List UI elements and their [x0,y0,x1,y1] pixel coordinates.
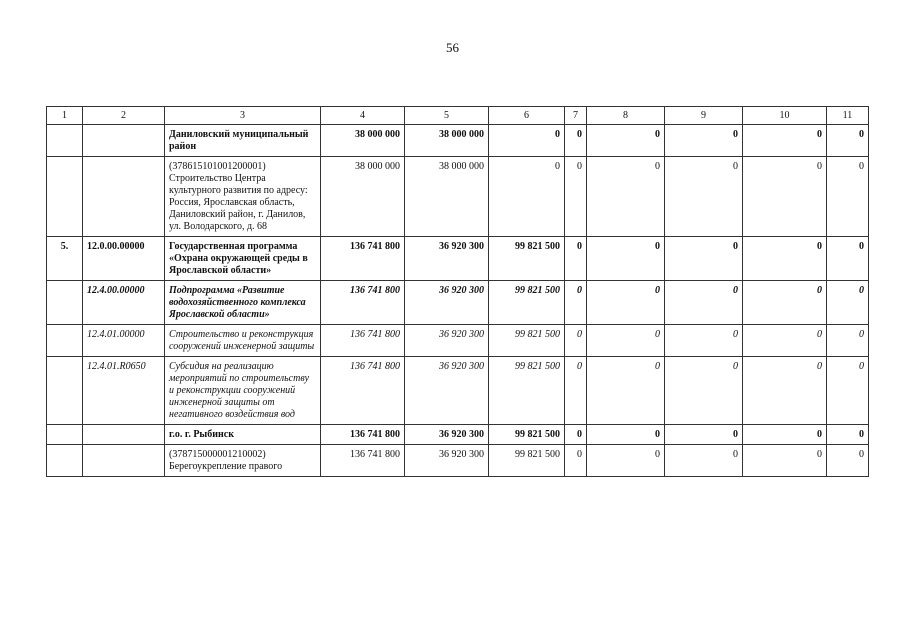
table-cell [83,445,165,477]
header-cell: 10 [743,107,827,125]
table-cell: 0 [827,157,869,237]
table-cell: 12.4.01.R0650 [83,357,165,425]
header-cell: 11 [827,107,869,125]
header-cell: 9 [665,107,743,125]
table-cell: 99 821 500 [489,325,565,357]
table-row [47,325,869,357]
table-cell: 36 920 300 [405,357,489,425]
header-cell: 1 [47,107,83,125]
table-cell: 99 821 500 [489,237,565,281]
table-row [47,281,869,325]
table-cell: 0 [565,125,587,157]
table-cell [83,157,165,237]
table-cell: 36 920 300 [405,237,489,281]
table-cell: 0 [743,325,827,357]
table-cell: 0 [489,125,565,157]
table-cell: 0 [565,325,587,357]
table-cell: 0 [827,125,869,157]
table-cell: 36 920 300 [405,325,489,357]
table-cell: 36 920 300 [405,281,489,325]
table-cell [47,325,83,357]
header-cell: 2 [83,107,165,125]
table-cell: 99 821 500 [489,425,565,445]
table-cell: 0 [587,237,665,281]
table-cell: 12.4.01.00000 [83,325,165,357]
table-cell: 38 000 000 [405,157,489,237]
table-cell: 0 [743,281,827,325]
header-cell: 8 [587,107,665,125]
header-cell: 6 [489,107,565,125]
table-cell: Строительство и реконструкция сооружений инженерной защиты [165,325,321,357]
table-cell: Подпрограмма «Развитие водохозяйственного комплекса Ярославской области» [165,281,321,325]
header-cell: 5 [405,107,489,125]
table-cell: 0 [665,237,743,281]
table-cell: 0 [665,281,743,325]
table-cell [47,281,83,325]
table-cell: 0 [587,157,665,237]
table-row [47,357,869,425]
table-row [47,425,869,445]
table-cell: 0 [665,325,743,357]
table-cell [47,157,83,237]
table-cell: 0 [827,237,869,281]
table-cell: 0 [665,125,743,157]
table-cell: 0 [665,357,743,425]
header-cell: 4 [321,107,405,125]
table-cell: 0 [587,125,665,157]
table-cell [47,425,83,445]
table-cell: 0 [587,425,665,445]
table-cell: 136 741 800 [321,237,405,281]
table-row [47,125,869,157]
table-cell: 0 [827,325,869,357]
table-cell: 38 000 000 [405,125,489,157]
table-cell: 0 [827,445,869,477]
table-cell: 12.4.00.00000 [83,281,165,325]
table-cell: 0 [565,157,587,237]
table-row [47,237,869,281]
table-cell [83,425,165,445]
header-cell: 7 [565,107,587,125]
header-cell: 3 [165,107,321,125]
table-cell: 99 821 500 [489,445,565,477]
table-row [47,445,869,477]
table-cell: 99 821 500 [489,281,565,325]
table-cell: 0 [827,357,869,425]
table-cell: 0 [565,237,587,281]
table-cell: (378615101001200001) Строительство Центра культурного развития по адресу: Россия, Ярославская область, Даниловский район, г. Данилов, ул. Володарского, д. 68 [165,157,321,237]
table-cell: 136 741 800 [321,425,405,445]
table-cell: 99 821 500 [489,357,565,425]
table-cell: 38 000 000 [321,125,405,157]
table-cell: 0 [565,425,587,445]
table-cell: 0 [743,425,827,445]
table-cell: 0 [489,157,565,237]
table-cell: (378715000001210002) Берегоукрепление правого [165,445,321,477]
table-cell [47,125,83,157]
table-cell: 136 741 800 [321,281,405,325]
table-cell [47,357,83,425]
table-cell: 0 [743,237,827,281]
table-cell: 0 [665,425,743,445]
table-cell: 36 920 300 [405,445,489,477]
table-cell: 0 [827,425,869,445]
table-cell: 0 [743,357,827,425]
table-cell [47,445,83,477]
table-cell: 0 [665,157,743,237]
header-row [47,107,869,125]
table-cell: 136 741 800 [321,325,405,357]
table-cell: 0 [565,445,587,477]
table-cell: г.о. г. Рыбинск [165,425,321,445]
table-cell: 136 741 800 [321,445,405,477]
table-cell: 5. [47,237,83,281]
budget-table [46,106,869,477]
table-cell: 0 [665,445,743,477]
table-row [47,157,869,237]
table-cell: 0 [565,357,587,425]
table-cell: 0 [587,325,665,357]
table-cell: 0 [565,281,587,325]
table-cell: 136 741 800 [321,357,405,425]
table-cell: Государственная программа «Охрана окружающей среды в Ярославской области» [165,237,321,281]
table-cell: Субсидия на реализацию мероприятий по строительству и реконструкции сооружений инженерной защиты от негативного воздействия вод [165,357,321,425]
table-cell: 12.0.00.00000 [83,237,165,281]
table-cell: 0 [743,445,827,477]
page-number: 56 [446,40,459,55]
table-cell: 0 [587,357,665,425]
table-cell [83,125,165,157]
table-cell: 0 [743,157,827,237]
table-cell: 0 [827,281,869,325]
table-cell: Даниловский муниципальный район [165,125,321,157]
table-cell: 36 920 300 [405,425,489,445]
table-cell: 0 [743,125,827,157]
table-cell: 0 [587,281,665,325]
table-cell: 0 [587,445,665,477]
table-cell: 38 000 000 [321,157,405,237]
